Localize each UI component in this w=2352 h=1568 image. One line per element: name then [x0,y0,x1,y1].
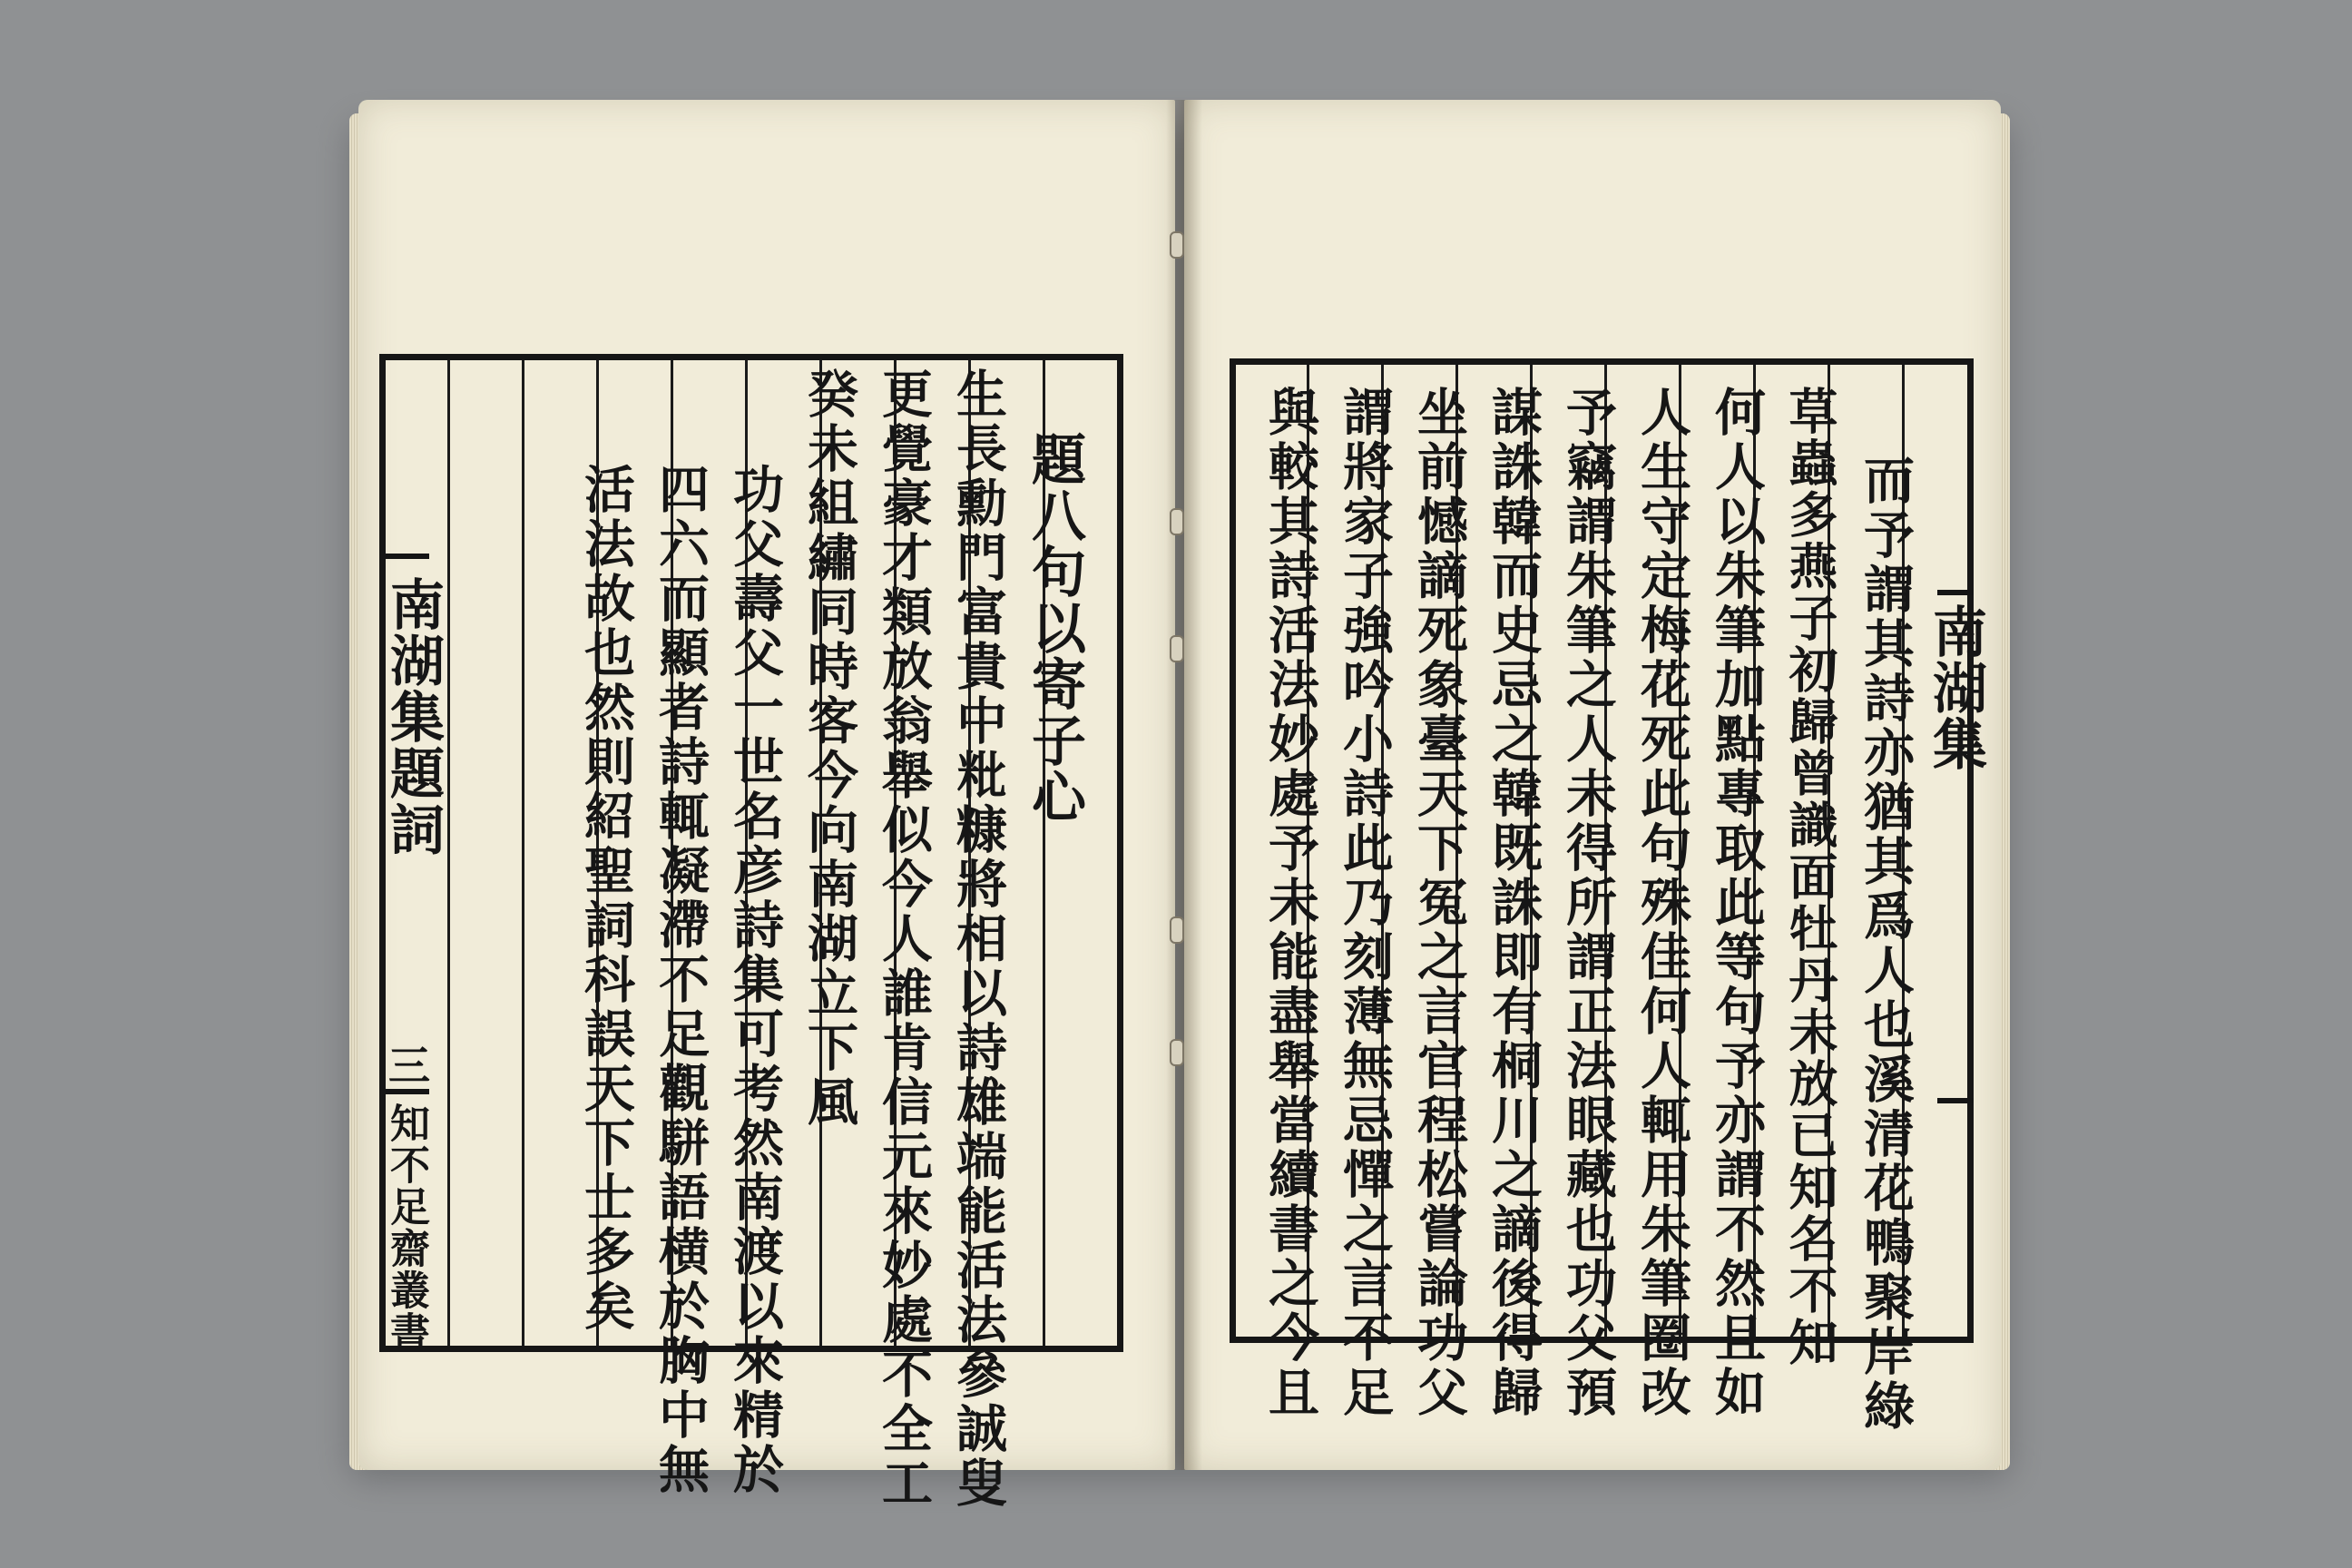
left-column-7: 活法故也然則紹聖詞科誤天下士多矣 [576,463,636,1334]
left-column-5: 功父壽父一世名彦詩集可考然南渡以來精於 [725,463,785,1497]
right-column-2: 草蟲多燕子初歸曾識面牡丹未放已知名不知 [1781,386,1839,1368]
right-column-9: 與較其詩活法妙處予未能盡舉當續書之今且 [1260,386,1320,1420]
right-margin-title: 南湖集 [1924,603,1987,772]
right-column-4: 人生守定梅花死此句殊佳何人輒用朱筆圈改 [1632,386,1692,1420]
left-column-1: 題八句以寄子心 [1023,431,1086,825]
right-column-7: 坐前憾謫死象臺天下冤之言官程松嘗論功父 [1409,386,1469,1420]
right-column-6: 謀誅韓而史忌之韓既誅即有桐川之謫後得歸 [1484,386,1544,1420]
column-rule [522,360,524,1346]
left-column-2: 生長勳門富貴中粃糠將相以詩雄端能活法參誠叟 [948,368,1008,1511]
margin-block-mark [386,554,429,559]
left-column-4: 癸未組繡同時客今向南湖立下風 [799,368,859,1130]
right-column-8: 謂將家子強吟小詩此乃刻薄無忌憚之言不足 [1335,386,1395,1420]
margin-block-mark [1937,1098,1974,1103]
column-rule [447,360,450,1346]
right-column-1: 而予謂其詩亦猶其爲人也溪清花鴨聚岸綠 [1856,454,1916,1434]
left-margin-publisher: 知不足齋叢書 [383,1102,429,1353]
binding-stitch [1170,916,1184,944]
left-margin-folio: 三 [382,1044,431,1087]
right-column-5: 予竊謂朱筆之人未得所謂正法眼藏也功父預 [1558,386,1618,1420]
binding-stitch [1170,508,1184,535]
margin-block-mark [1937,590,1974,595]
book-gutter [1166,100,1202,1470]
margin-block-mark [386,1089,429,1094]
left-margin-title: 南湖集題詞 [381,576,445,858]
binding-stitch [1170,635,1184,662]
binding-stitch [1170,231,1184,259]
binding-stitch [1170,1039,1184,1066]
right-column-3: 何人以朱筆加點專取此等句予亦謂不然且如 [1707,386,1767,1420]
left-column-6: 四六而顯者詩輒凝滯不足觀駢語横於胸中無 [651,463,710,1497]
left-column-3: 更覺豪才類放翁舉似今人誰肯信元來妙處不全工 [874,368,934,1511]
